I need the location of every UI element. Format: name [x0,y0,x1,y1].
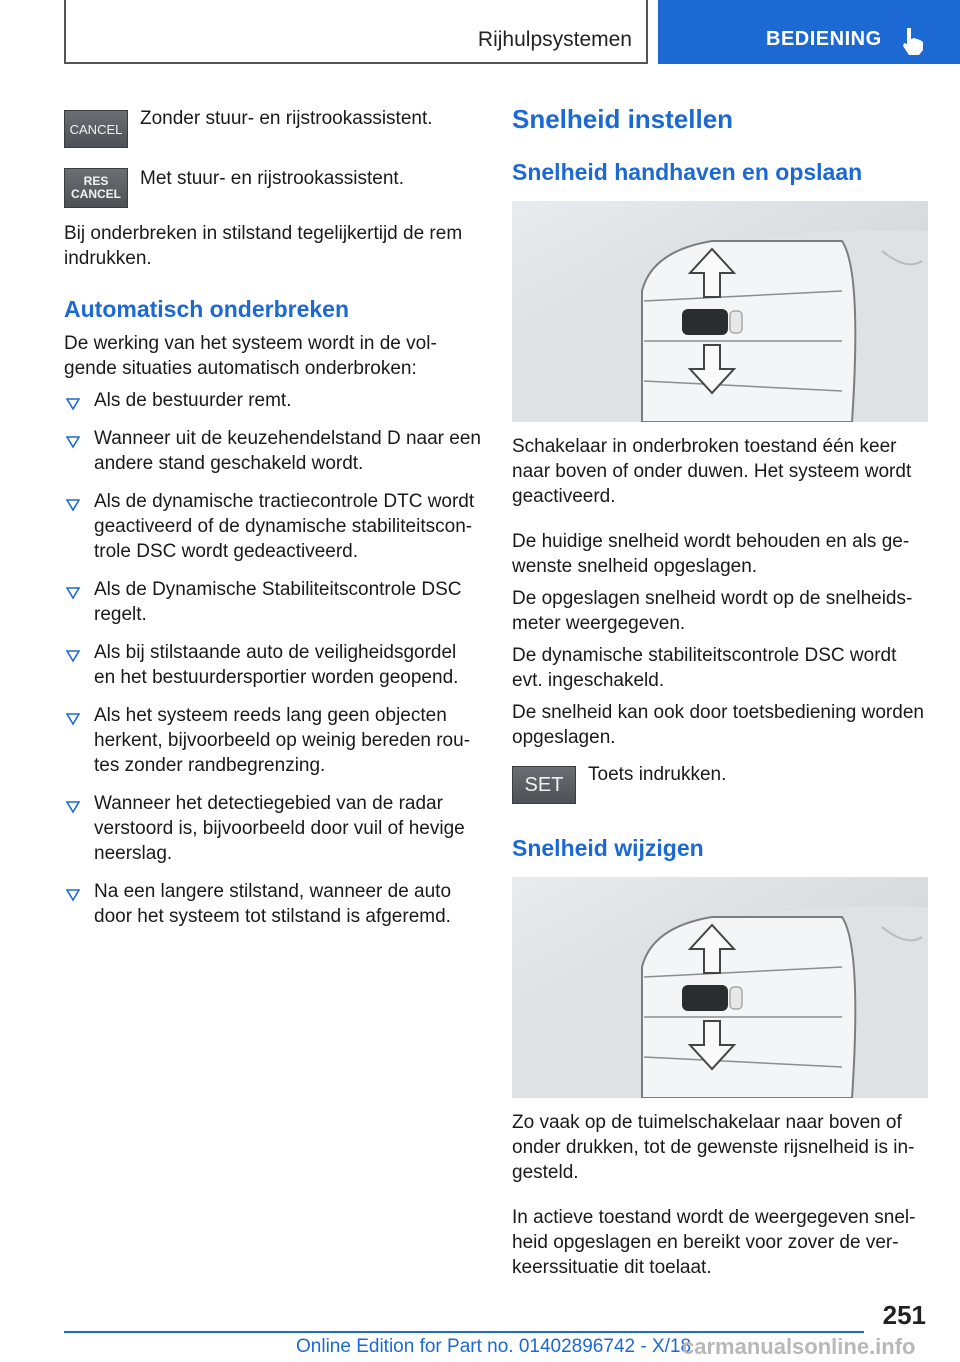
list-item-line: regelt. [94,604,147,625]
p4-line: De dynamische stabiliteitscontrole DSC wordt [512,645,897,666]
p5-line: De snelheid kan ook door toetsbediening worden [512,702,924,723]
res-cancel-description: Met stuur- en rijstrookassistent. [140,168,404,189]
steering-switch-photo [512,201,928,422]
p4-line: evt. ingeschakeld. [512,670,665,691]
list-item [64,388,484,413]
cancel-key-label: CANCEL [69,121,123,137]
list-item [64,489,484,564]
speed-setting-heading: Snelheid instellen [512,104,734,134]
p1-line: Schakelaar in onderbroken toestand één keer [512,436,897,457]
p1-line: naar boven of onder duwen. Het systeem wordt [512,461,912,482]
rocker-switch-photo [512,877,928,1098]
list-item [64,640,484,690]
list-item-line: door het systeem tot stilstand is afgeremd. [94,906,451,927]
triangle-bullet-icon [66,708,80,733]
p3-line: De opgeslagen snelheid wordt op de snelheids- [512,588,913,609]
p7-paragraph [512,1205,915,1280]
list-item-line: tes zonder randbegrenzing. [94,755,326,776]
p6-line: gesteld. [512,1162,579,1183]
list-item-line: trole DSC wordt gedeactiveerd. [94,541,359,562]
auto-interrupt-list [64,388,484,942]
p2-line: wenste snelheid opgeslagen. [512,556,758,577]
change-speed-heading: Snelheid wijzigen [512,835,704,861]
steering-switch-illustration [512,201,928,422]
list-item-line: Als het systeem reeds lang geen objecten [94,705,447,726]
p3-line: meter weergegeven. [512,613,686,634]
p6-paragraph [512,1110,914,1185]
list-item [64,577,484,627]
list-item-line: Wanneer uit de keuzehendelstand D naar een [94,428,481,449]
p2-line: De huidige snelheid wordt behouden en als ge- [512,531,910,552]
auto-intro-line: De werking van het systeem wordt in de vol- [64,333,437,354]
triangle-bullet-icon [66,582,80,607]
triangle-bullet-icon [66,645,80,670]
res-cancel-key-image [64,168,128,208]
cancel-description: Zonder stuur- en rijstrookassistent. [140,108,433,129]
p4-paragraph [512,643,896,693]
header-chapter-title: BEDIENING [766,28,882,50]
list-item [64,791,484,866]
list-item-line: verstoord is, bijvoorbeeld door vuil of hevige [94,818,465,839]
p6-line: onder drukken, tot de gewenste rijsnelheid is in- [512,1137,915,1158]
header-section-title: Rijhulpsystemen [477,28,632,51]
list-item-line: Wanneer het detectiegebied van de radar [94,793,443,814]
rocker-switch-illustration [512,877,928,1098]
triangle-bullet-icon [66,494,80,519]
res-key-label-bottom: CANCEL [71,187,121,201]
list-item-line: Als de Dynamische Stabiliteitscontrole DSC [94,579,462,600]
list-item-line: neerslag. [94,843,173,864]
brake-line: Bij onderbreken in stilstand tegelijkertijd de rem [64,223,463,244]
pointing-hand-icon [900,26,926,56]
res-key-label-top: RES [83,174,109,188]
p1-paragraph [512,434,911,509]
list-item [64,703,484,778]
p5-line: opgeslagen. [512,727,616,748]
list-item-line: Als de dynamische tractiecontrole DTC wordt [94,491,475,512]
page-number: 251 [882,1300,926,1330]
list-item-line: geactiveerd of de dynamische stabiliteitscon- [94,516,473,537]
set-description: Toets indrukken. [588,764,727,785]
list-item-line: en het bestuurdersportier worden geopend. [94,667,459,688]
auto-intro-line: gende situaties automatisch onderbroken: [64,358,417,379]
list-item [64,879,484,929]
footer-watermark: carmanualsonline.info [682,1334,916,1359]
p6-line: Zo vaak op de tuimelschakelaar naar boven of [512,1112,902,1133]
p7-line: keerssituatie dit toelaat. [512,1257,712,1278]
p1-line: geactiveerd. [512,486,616,507]
set-key-label: SET [524,773,564,796]
list-item-line: Na een langere stilstand, wanneer de auto [94,881,452,902]
p2-paragraph [512,529,909,579]
triangle-bullet-icon [66,796,80,821]
auto-intro-paragraph [64,331,437,381]
set-key-image [512,766,576,804]
keep-store-speed-heading: Snelheid handhaven en opslaan [512,159,863,185]
brake-paragraph [64,221,462,271]
p7-line: In actieve toestand wordt de weergegeven snel- [512,1207,916,1228]
p7-line: heid opgeslagen en bereikt voor zover de ver- [512,1232,899,1253]
auto-interrupt-heading: Automatisch onderbreken [64,296,349,322]
list-item-line: Als bij stilstaande auto de veiligheidsgordel [94,642,457,663]
triangle-bullet-icon [66,393,80,418]
list-item-line: herkent, bijvoorbeeld op weinig bereden rou- [94,730,471,751]
p5-paragraph [512,700,924,750]
list-item [64,426,484,476]
triangle-bullet-icon [66,431,80,456]
footer-edition: Online Edition for Part no. 01402896742 - X/18 [296,1336,692,1357]
header-chapter-tab [658,0,960,64]
footer-divider [64,1331,864,1333]
header-section-box [64,0,648,64]
list-item-line: Als de bestuurder remt. [94,390,292,411]
brake-line: indrukken. [64,248,152,269]
cancel-key-image [64,110,128,148]
p3-paragraph [512,586,912,636]
list-item-line: andere stand geschakeld wordt. [94,453,364,474]
triangle-bullet-icon [66,884,80,909]
